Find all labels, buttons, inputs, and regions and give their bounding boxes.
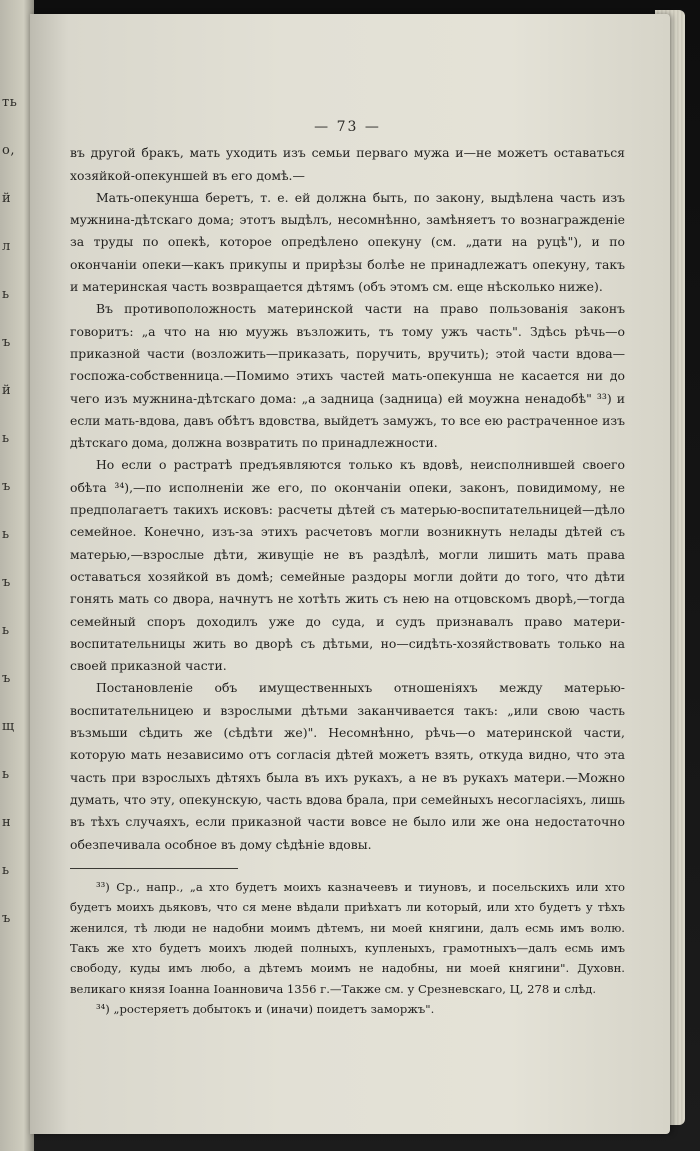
left-page-fragment: ь	[2, 287, 10, 302]
paragraph-4: Но если о растратѣ предъявляются только къ вдовѣ, неисполнившей своего обѣта ³⁴),—по исполненіи же его, по окончаніи опеки, законъ, повидимому, не предполагаетъ такихъ исковъ: расчеты дѣтей съ матерью-воспитательницей—дѣло семейное. Конечно, изъ-за этихъ расчетовъ могли возникнуть нелады дѣтей съ матерью,—взрослые дѣти, живущіе не въ раздѣлѣ, могли лишить мать права оставаться хозяйкой въ домѣ; семейные раздоры могли дойти до того, что дѣти гонять мать со двора, начнутъ не хотѣть жить съ нею на отцовскомъ дворѣ,—тогда семейный споръ доходилъ уже до суда, и судъ признавалъ право матери-воспитательницы жить во дворѣ съ дѣтьми, но—сидѣть-хозяйствовать только на своей приказной части.	[70, 457, 625, 674]
paragraph-5: Постановленіе объ имущественныхъ отношеніяхъ между матерью-воспитательницею и взрослыми дѣтьми заканчивается такъ: „или свою часть възмьши сѣдить же (сѣдѣти же)". Несомнѣнно, рѣчь—о материнской части, которую мать независимо отъ согласія дѣтей можетъ взять, откуда видно, что эта часть при взрослыхъ дѣтяхъ была въ ихъ рукахъ, а не въ рукахъ матери.—Можно думать, что эту, опекунскую, часть вдова брала, при семейныхъ несогласіяхъ, лишь въ тѣхъ случаяхъ, если приказной части вовсе не было или же она недостаточно обезпечивала особное въ дому сѣдѣніе вдовы.	[70, 680, 625, 852]
left-page-fragment: щ	[2, 719, 15, 734]
left-page-fragment: ъ	[2, 335, 11, 350]
paragraph-3: Въ противоположность материнской части на право пользованія законъ говоритъ: „а что на ню муужь възложить, тъ тому ужъ часть". Здѣсь рѣчь—о приказной части (возложить—приказать, поручить, вручить); этой части вдова—госпожа-собственница.—Помимо этихъ частей мать-опекунша не касается ни до чего изъ мужнина-дѣтскаго дома: „а задница (задница) ей моужна ненадобѣ" ³³) и если мать-вдова, давъ обѣтъ вдовства, выйдетъ замужъ, то все ею растраченное изъ дѣтскаго дома, должна возвратить по принадлежности.	[70, 301, 625, 451]
left-page-fragment: н	[2, 815, 12, 830]
footnote-34: ³⁴) „ростеряетъ добытокъ и (иначи) поидетъ заморжъ".	[96, 1002, 435, 1017]
left-page-fragment: л	[2, 239, 11, 254]
left-page-fragment: о,	[2, 143, 15, 158]
left-page-fragment: ь	[2, 431, 10, 446]
left-page-fragment: ъ	[2, 479, 11, 494]
left-page-fragment: ть	[2, 95, 18, 110]
footnote-33: ³³) Ср., напр., „а хто будетъ моихъ казначеевъ и тиуновъ, и посельскихъ или хто будетъ моихъ дьяковъ, что ся мене вѣдали приѣхатъ ли который, или хто будетъ у тѣхъ женился, тѣ люди не надобни моимъ дѣтемъ, ни моей княгини, далъ есмь имъ волю. Такъ же хто будетъ моихъ людей полныхъ, купленыхъ, грамотныхъ—далъ есмь имъ свободу, куды имъ любо, а дѣтемъ моимъ не надобны, ни моей княгини". Духовн. великаго князя Іоанна Іоанновича 1356 г.—Также см. у Срезневскаго, Ц, 278 и слѣд.	[70, 879, 625, 996]
page-number: — 73 —	[314, 119, 381, 135]
paragraph-1: въ другой бракъ, мать уходить изъ семьи перваго мужа и—не можетъ оставаться хозяйкой-опекуншей въ его домѣ.—	[70, 145, 625, 183]
left-page-fragment: й	[2, 191, 12, 206]
left-page-fragment: ъ	[2, 911, 11, 926]
left-page-fragment: ъ	[2, 671, 11, 686]
left-page-edge	[0, 0, 34, 1151]
paragraph-2: Мать-опекунша беретъ, т. е. ей должна быть, по закону, выдѣлена часть изъ мужнина-дѣтскаго дома; этотъ выдѣлъ, несомнѣнно, замѣняетъ то вознагражденіе за труды по опекѣ, которое опредѣлено опекуну (см. „дати на руцѣ"), и по окончаніи опеки—какъ прикупы и прирѣзы болѣе не принадлежатъ опекуну, такъ и материнская часть возвращается дѣтямъ (объ этомъ см. еще нѣсколько ниже).	[70, 189, 625, 295]
left-page-fragment: й	[2, 383, 12, 398]
left-page-fragment: ь	[2, 527, 10, 542]
footnote-divider	[70, 868, 238, 869]
book-page	[30, 14, 670, 1134]
left-page-fragment: ъ	[2, 575, 11, 590]
page-content	[70, 116, 625, 1020]
left-page-fragment: ь	[2, 863, 10, 878]
left-page-fragment: ь	[2, 623, 10, 638]
left-page-fragment: ь	[2, 767, 10, 782]
